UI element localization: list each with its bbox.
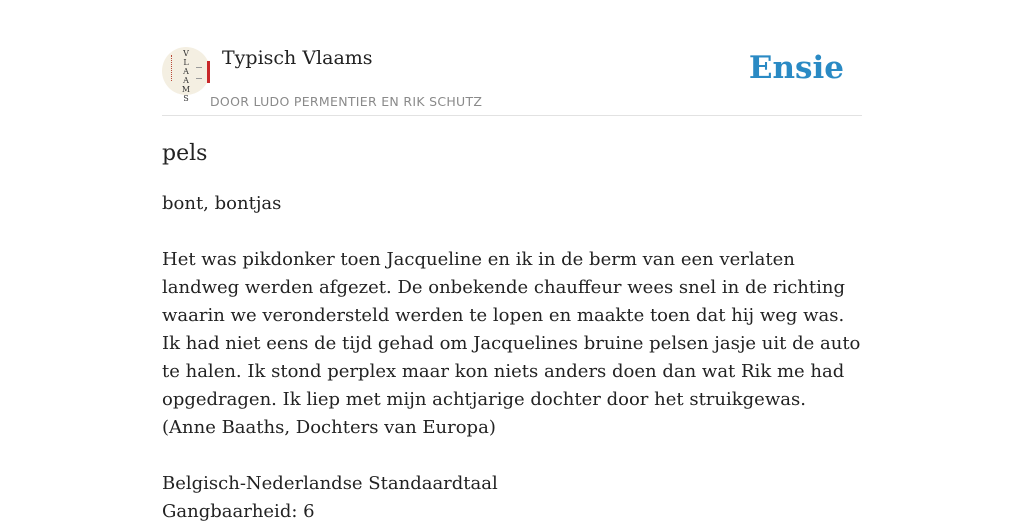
entry-title: pels (162, 141, 208, 166)
logo-lines (196, 67, 202, 79)
entry-content (162, 138, 862, 526)
quote-text: Het was pikdonker toen Jacqueline en ik in de berm van een verlaten landweg werden afgezet. De onbekende chauffeur wees snel in de richting waarin we verondersteld werden te lopen en maakte toen dat hij weg was. Ik had niet eens de tijd gehad om Jacquelines bruine pelsen jasje uit de auto te halen. Ik stond perplex maar kon niets anders doen dan wat Rik me had opgedragen. Ik liep met mijn achtjarige dochter door het struikgewas. (162, 249, 861, 410)
ensie-brand-link[interactable]: Ensie (748, 50, 844, 86)
logo-letters: V L A A M S (181, 49, 191, 103)
blog-title[interactable]: Typisch Vlaams (222, 47, 373, 69)
author-byline: DOOR LUDO PERMENTIER EN RIK SCHUTZ (210, 94, 483, 109)
typisch-vlaams-logo-icon[interactable] (162, 47, 210, 103)
site-header (162, 40, 862, 116)
usage-rating: Gangbaarheid: 6 (162, 501, 315, 522)
entry-quote (162, 246, 862, 442)
logo-red-stripe (207, 61, 210, 83)
quote-source: (Anne Baaths, Dochters van Europa) (162, 417, 496, 438)
entry-meta (162, 470, 862, 526)
standard-language: Belgisch-Nederlandse Standaardtaal (162, 473, 498, 494)
entry-definition: bont, bontjas (162, 193, 282, 214)
logo-decoration (171, 55, 176, 81)
